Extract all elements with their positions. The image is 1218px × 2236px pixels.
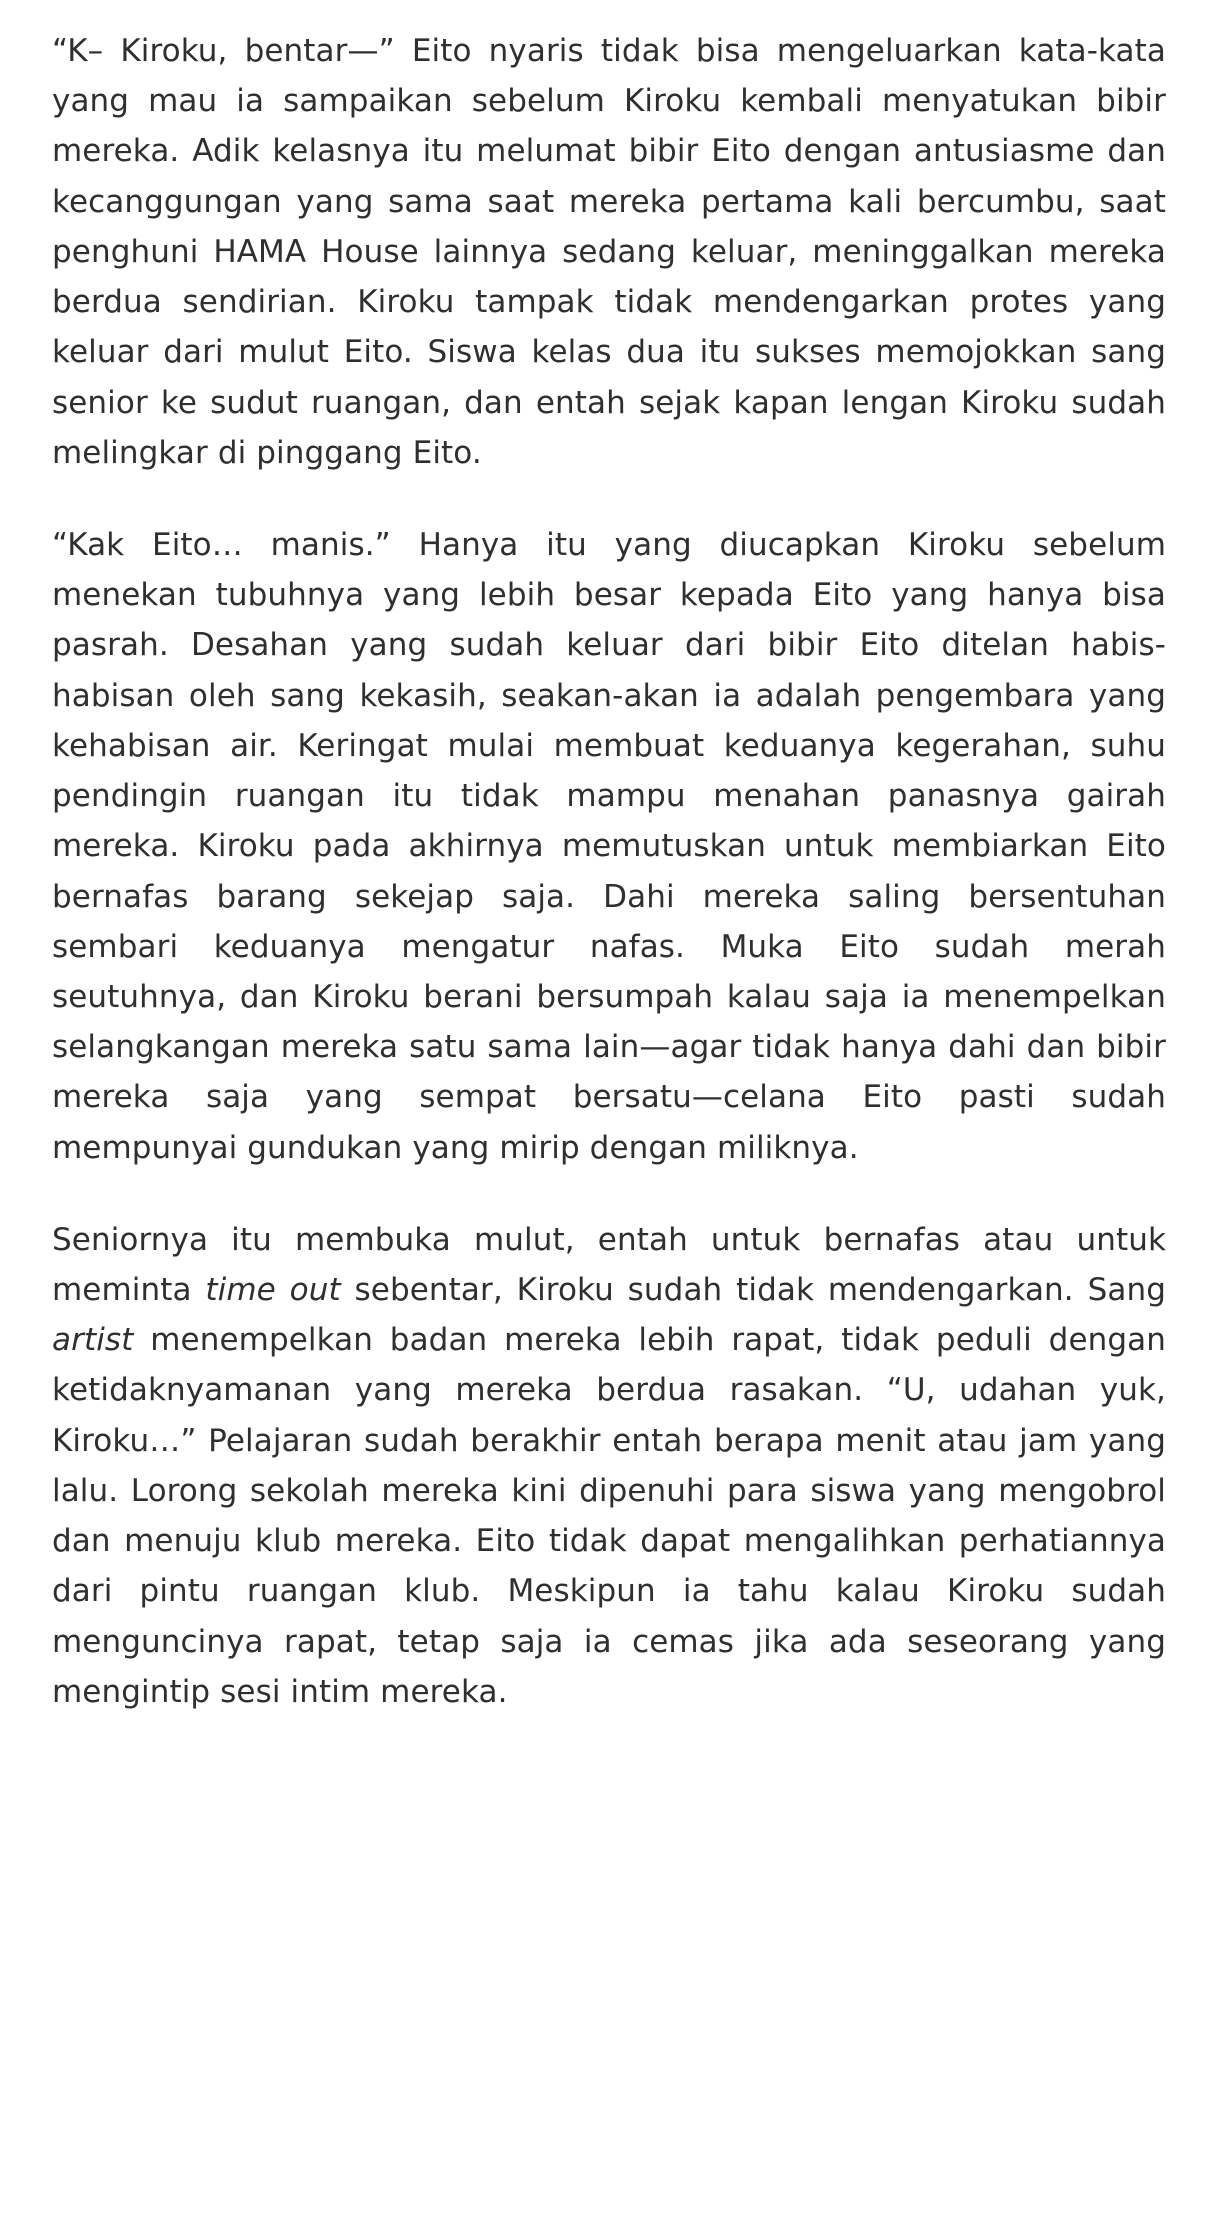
paragraph-1: “K– Kiroku, bentar—” Eito nyaris tidak bisa mengeluarkan kata-kata yang mau ia sampaikan sebelum Kiroku kembali menyatukan bibir mereka. Adik kelasnya itu melumat bibir Eito dengan antusiasme dan kecanggungan yang sama saat mereka pertama kali bercumbu, saat penghuni HAMA House lainnya sedang keluar, meninggalkan mereka berdua sendirian. Kiroku tampak tidak mendengarkan protes yang keluar dari mulut Eito. Siswa kelas dua itu sukses memojokkan sang senior ke sudut ruangan, dan entah sejak kapan lengan Kiroku sudah melingkar di pinggang Eito. — [52, 33, 1166, 471]
paragraph-3: Seniornya itu membuka mulut, entah untuk bernafas atau untuk meminta time out sebentar, Kiroku sudah tidak mendengarkan. Sang artist menempelkan badan mereka lebih rapat, tidak peduli dengan ketidaknyamanan yang mereka berdua rasakan. “U, udahan yuk, Kiroku…” Pelajaran sudah berakhir entah berapa menit atau jam yang lalu. Lorong sekolah mereka kini dipenuhi para siswa yang mengobrol dan menuju klub mereka. Eito tidak dapat mengalihkan perhatiannya dari pintu ruangan klub. Meskipun ia tahu kalau Kiroku sudah menguncinya rapat, tetap saja ia cemas jika ada seseorang yang mengintip sesi intim mereka. — [52, 1221, 1166, 1710]
paragraph-2: “Kak Eito… manis.” Hanya itu yang diucapkan Kiroku sebelum menekan tubuhnya yang lebih besar kepada Eito yang hanya bisa pasrah. Desahan yang sudah keluar dari bibir Eito ditelan habis-habisan oleh sang kekasih, seakan-akan ia adalah pengembara yang kehabisan air. Keringat mulai membuat keduanya kegerahan, suhu pendingin ruangan itu tidak mampu menahan panasnya gairah mereka. Kiroku pada akhirnya memutuskan untuk membiarkan Eito bernafas barang sekejap saja. Dahi mereka saling bersentuhan sembari keduanya mengatur nafas. Muka Eito sudah merah seutuhnya, dan Kiroku berani bersumpah kalau saja ia menempelkan selangkangan mereka satu sama lain—agar tidak hanya dahi dan bibir mereka saja yang sempat bersatu—celana Eito pasti sudah mempunyai gundukan yang mirip dengan miliknya. — [52, 526, 1166, 1166]
italic-phrase: artist — [52, 1322, 134, 1359]
italic-phrase: time out — [205, 1272, 341, 1309]
